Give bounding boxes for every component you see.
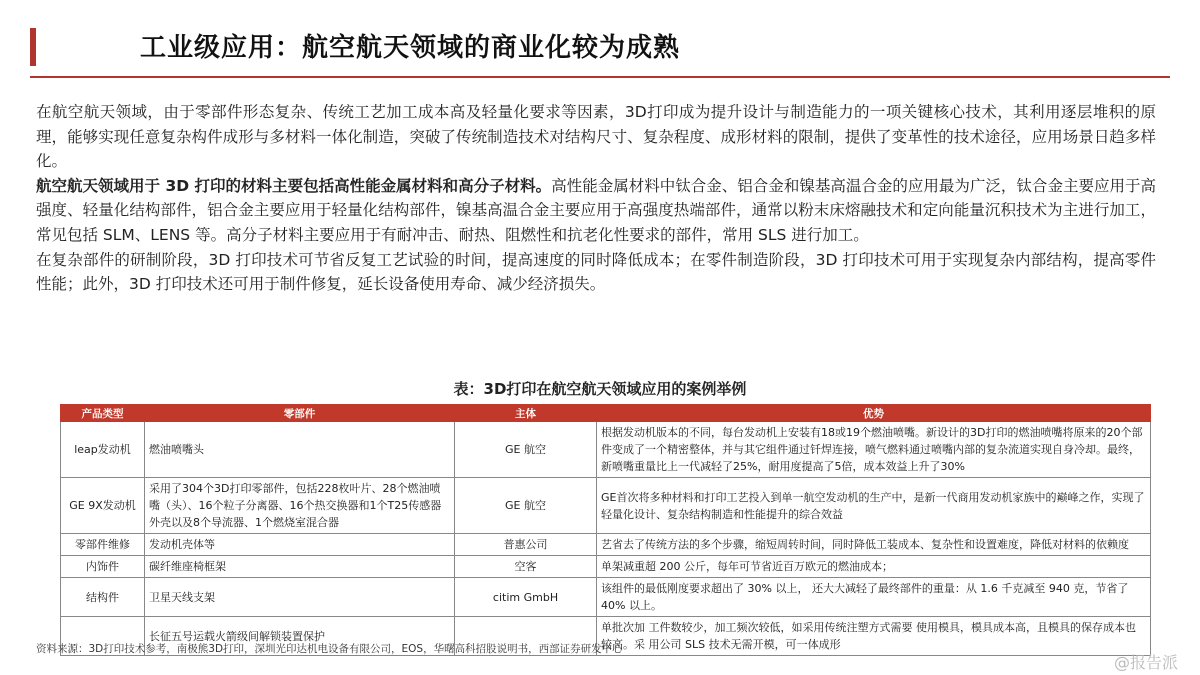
cell-entity: citim GmbH [455,578,597,617]
paragraph-3: 在复杂部件的研制阶段，3D 打印技术可节省反复工艺试验的时间，提高速度的同时降低成本；在零件制造阶段，3D 打印技术可用于实现复杂内部结构，提高零件性能；此外，3D 打印技术还可用于制件修复，延长设备使用寿命、减少经济损失。 [36,250,1156,294]
cell-advantage: 艺省去了传统方法的多个步骤，缩短周转时间，同时降低工装成本、复杂性和设置难度，降低对材料的依赖度 [597,534,1151,556]
paragraph-2 [36,174,1156,248]
source-note: 资料来源：3D打印技术参考，南极熊3D打印，深圳光印达机电设备有限公司，EOS，华曙高科招股说明书，西部证券研发中心 [36,643,623,655]
cell-product-type: 内饰件 [61,556,145,578]
paragraph-1: 在航空航天领域，由于零部件形态复杂、传统工艺加工成本高及轻量化要求等因素，3D打印成为提升设计与制造能力的一项关键核心技术，其利用逐层堆积的原理，能够实现任意复杂构件成形与多材料一体化制造，突破了传统制造技术对结构尺寸、复杂程度、成形材料的限制，提供了变革性的技术途径，应用场景日趋多样化。 [36,103,1156,171]
header-entity: 主体 [455,405,597,422]
table-row [61,534,1151,556]
cell-component: 卫星天线支架 [145,578,455,617]
cell-component: 碳纤维座椅框架 [145,556,455,578]
title-accent-bar [30,28,36,66]
cell-entity: 空客 [455,556,597,578]
cell-advantage: 根据发动机版本的不同，每台发动机上安装有18或19个燃油喷嘴。新设计的3D打印的燃油喷嘴将原来的20个部件变成了一个精密整体，并与其它组件通过钎焊连接，喷气燃料通过喷嘴内部的复杂流道实现自身冷却。最终，新喷嘴重量比上一代减轻了25%，耐用度提高了5倍，成本效益上升了30% [597,422,1151,478]
table-row [61,578,1151,617]
cell-product-type: 结构件 [61,578,145,617]
cell-advantage: GE首次将多种材料和打印工艺投入到单一航空发动机的生产中，是新一代商用发动机家族中的巅峰之作，实现了轻量化设计、复杂结构制造和性能提升的综合效益 [597,478,1151,534]
table-title: 表：3D打印在航空航天领域应用的案例举例 [453,380,747,398]
cell-advantage: 该组件的最低刚度要求超出了 30% 以上， 还大大减轻了最终部件的重量：从 1.6 千克减至 940 克，节省了40% 以上。 [597,578,1151,617]
header-advantage: 优势 [597,405,1151,422]
cell-entity: 普惠公司 [455,534,597,556]
paragraph-2-rest: 高性能金属材料中钛合金、铝合金和镍基高温合金的应用最为广泛，钛合金主要应用于高强度、轻量化结构部件，铝合金主要应用于轻量化结构部件，镍基高温合金主要应用于高强度热端部件，通常以粉末床熔融技术和定向能量沉积技术为主进行加工，常见包括 SLM、LENS 等。高分子材料主要应用于有耐冲击、耐热、阻燃性和抗老化性要求的部件，常用 SLS 进行加工。 [36,176,1156,244]
table-row [61,422,1151,478]
watermark: @报告派 [1113,653,1178,672]
cell-entity: GE 航空 [455,478,597,534]
cell-entity: GE 航空 [455,422,597,478]
cell-product-type: 零部件维修 [61,534,145,556]
table-row [61,478,1151,534]
cell-component: 燃油喷嘴头 [145,422,455,478]
body-text [36,100,1156,297]
cell-product-type: leap发动机 [61,422,145,478]
page-title: 工业级应用：航空航天领域的商业化较为成熟 [140,33,681,63]
cell-product-type: GE 9X发动机 [61,478,145,534]
paragraph-2-bold: 航空航天领域用于 3D 打印的材料主要包括高性能金属材料和高分子材料。 [36,176,552,195]
table-row [61,556,1151,578]
cell-advantage: 单架减重超 200 公斤，每年可节省近百万欧元的燃油成本； [597,556,1151,578]
cell-advantage: 单批次加 工件数较少，加工频次较低，如采用传统注塑方式需要 使用模具，模具成本高，且模具的保存成本也较高。采 用公司 SLS 技术无需开模，可一体成形 [597,617,1151,656]
cell-component: 采用了304个3D打印零部件，包括228枚叶片、28个燃油喷嘴（头）、16个粒子分离器、16个热交换器和1个T25传感器外壳以及8个导流器、1个燃烧室混合器 [145,478,455,534]
title-divider [30,76,1170,78]
header-component: 零部件 [145,405,455,422]
case-table [60,404,1151,656]
table-header-row [61,405,1151,422]
header-product-type: 产品类型 [61,405,145,422]
cell-component: 发动机壳体等 [145,534,455,556]
cell-component: 长征五号运载火箭级间解锁装置保护 [145,617,455,656]
